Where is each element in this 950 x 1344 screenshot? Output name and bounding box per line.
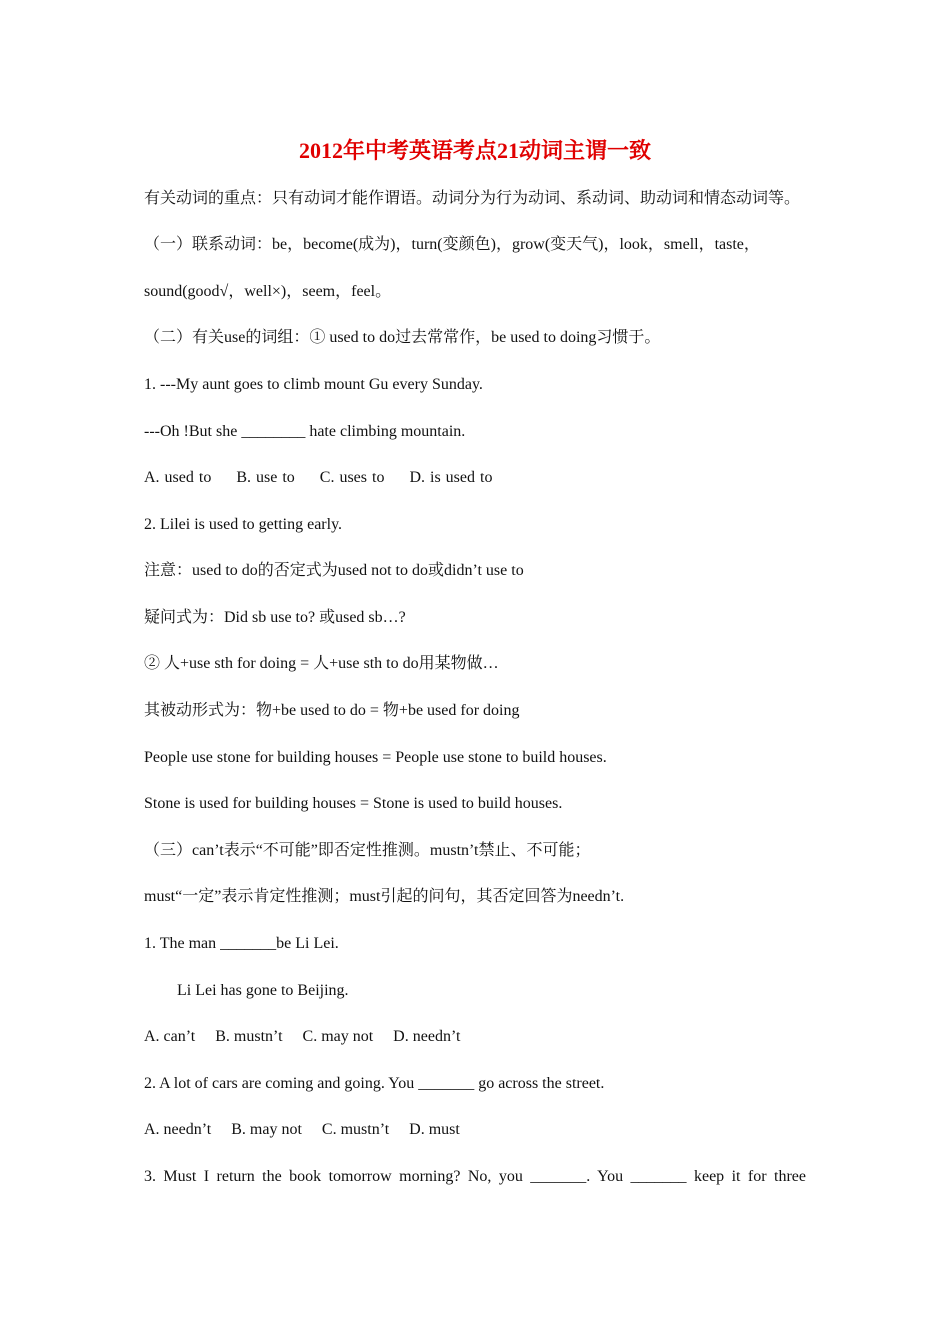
question-s3-2-options: A. needn’t B. may not C. mustn’t D. must bbox=[144, 1121, 460, 1138]
example-2: 2. Lilei is used to getting early. bbox=[144, 516, 343, 533]
note-question-form: 疑问式为：Did sb use to? 或used sb…? bbox=[144, 609, 406, 626]
question-1-prompt: 1. ---My aunt goes to climb mount Gu every Sunday. bbox=[144, 376, 483, 393]
paragraph-use-phrases: （二）有关use的词组：① used to do过去常常作，be used to doing习惯于。 bbox=[144, 329, 661, 346]
example-active: People use stone for building houses = People use stone to build houses. bbox=[144, 749, 607, 766]
paragraph-linking-verbs: （一）联系动词：be，become(成为)，turn(变颜色)，grow(变天气)，look，smell，taste， bbox=[144, 236, 760, 253]
document-title: 2012年中考英语考点21动词主谓一致 bbox=[298, 138, 651, 163]
paragraph-linking-verbs-cont: sound(good√，well×)，seem，feel。 bbox=[144, 283, 392, 300]
question-1-options: A. used to B. use to C. uses to D. is used to bbox=[144, 469, 493, 486]
question-s3-1-options: A. can’t B. mustn’t C. may not D. needn’t bbox=[144, 1028, 461, 1045]
section-3-must: must“一定”表示肯定性推测；must引起的问句，其否定回答为needn’t. bbox=[144, 888, 625, 905]
rule-use-sth: ② 人+use sth for doing = 人+use sth to do用某物做… bbox=[144, 655, 499, 672]
question-s3-2: 2. A lot of cars are coming and going. You _______ go across the street. bbox=[144, 1075, 605, 1092]
question-s3-3: 3. Must I return the book tomorrow morning? No, you _______. You _______ keep it for three bbox=[144, 1168, 806, 1185]
paragraph-verb-overview: 有关动词的重点：只有动词才能作谓语。动词分为行为动词、系动词、助动词和情态动词等。 bbox=[144, 190, 801, 207]
question-s3-1: 1. The man _______be Li Lei. bbox=[144, 935, 339, 952]
example-passive: Stone is used for building houses = Stone is used to build houses. bbox=[144, 795, 563, 812]
section-3-cant: （三）can’t表示“不可能”即否定性推测。mustn’t禁止、不可能； bbox=[144, 842, 591, 859]
question-s3-1-context: Li Lei has gone to Beijing. bbox=[177, 982, 349, 999]
rule-passive-form: 其被动形式为：物+be used to do = 物+be used for doing bbox=[144, 702, 520, 719]
question-1-blank: ---Oh !But she ________ hate climbing mountain. bbox=[144, 423, 466, 440]
note-negative-form: 注意：used to do的否定式为used not to do或didn’t use to bbox=[144, 562, 524, 579]
